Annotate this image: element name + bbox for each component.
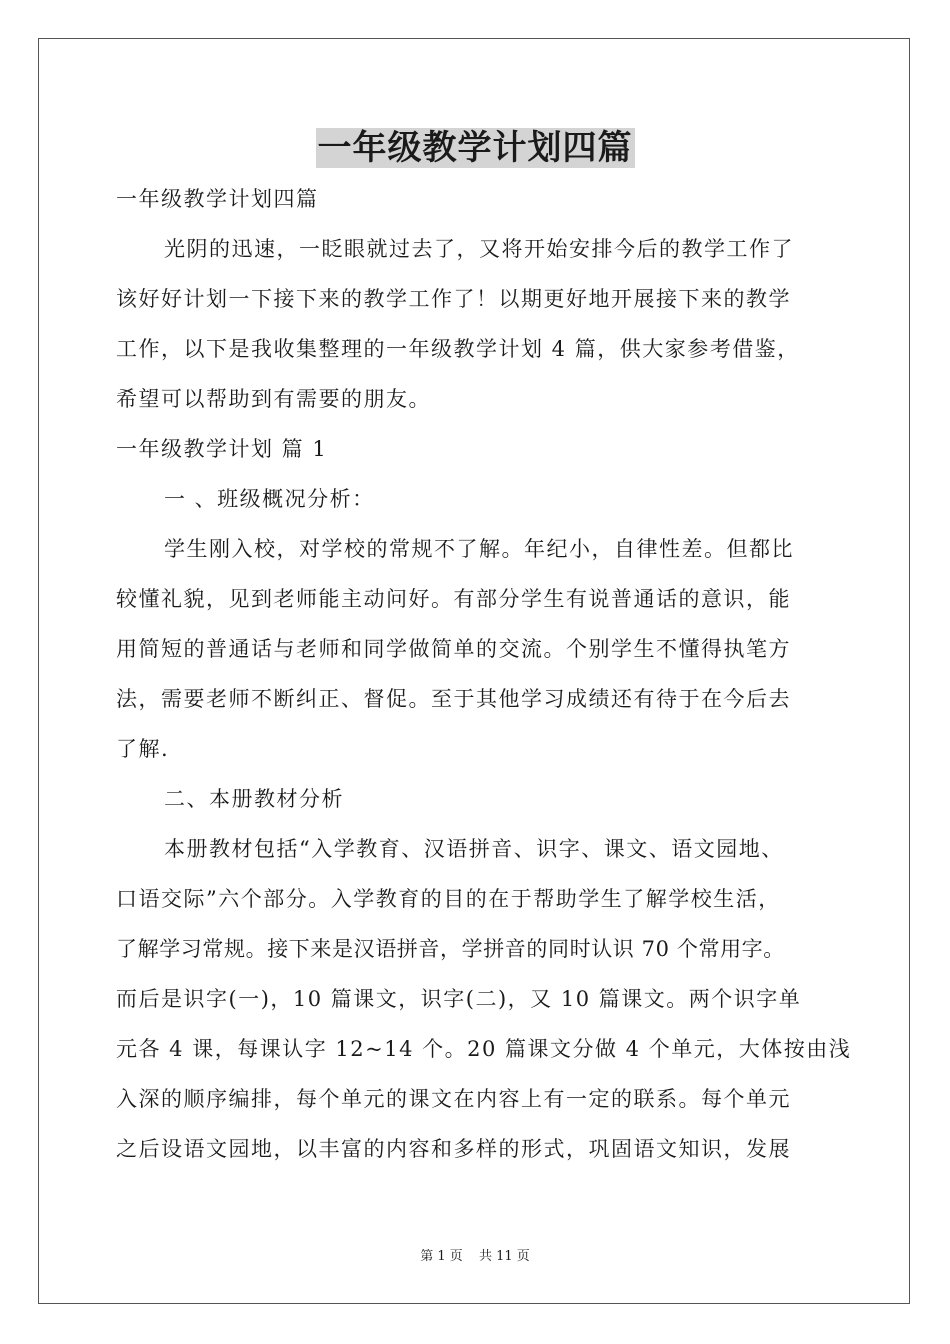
paragraph-line: 了解.	[116, 737, 170, 761]
paragraph-line: 元各 4 课，每课认字 12~14 个。20 篇课文分做 4 个单元，大体按由浅	[116, 1037, 852, 1061]
paragraph-line: 用简短的普通话与老师和同学做简单的交流。个别学生不懂得执笔方	[116, 637, 791, 661]
paragraph-line: 而后是识字(一)，10 篇课文，识字(二)，又 10 篇课文。两个识字单	[116, 987, 802, 1011]
page-border	[38, 38, 910, 1304]
subsection-heading: 二、本册教材分析	[164, 787, 344, 811]
section-heading: 一年级教学计划 篇 1	[116, 437, 328, 461]
paragraph-line: 入深的顺序编排，每个单元的课文在内容上有一定的联系。每个单元	[116, 1087, 791, 1111]
paragraph-line: 较懂礼貌，见到老师能主动问好。有部分学生有说普通话的意识，能	[116, 587, 791, 611]
paragraph-line: 学生刚入校，对学校的常规不了解。年纪小，自律性差。但都比	[164, 537, 794, 561]
subtitle-line: 一年级教学计划四篇	[116, 187, 319, 211]
paragraph-line: 口语交际”六个部分。入学教育的目的在于帮助学生了解学校生活，	[116, 887, 781, 911]
paragraph-line: 之后设语文园地，以丰富的内容和多样的形式，巩固语文知识，发展	[116, 1137, 791, 1161]
paragraph-line: 了解学习常规。接下来是汉语拼音，学拼音的同时认识 70 个常用字。	[116, 937, 785, 961]
page-number: 第 1 页	[420, 1249, 463, 1264]
paragraph-line: 光阴的迅速，一眨眼就过去了，又将开始安排今后的教学工作了	[164, 237, 794, 261]
subsection-heading: 一 、班级概况分析：	[164, 487, 375, 511]
page-footer	[0, 1248, 950, 1266]
document-title-text: 一年级教学计划四篇	[317, 128, 633, 168]
paragraph-line: 该好好计划一下接下来的教学工作了！以期更好地开展接下来的教学	[116, 287, 791, 311]
document-title	[0, 126, 950, 170]
paragraph-line: 本册教材包括“入学教育、汉语拼音、识字、课文、语文园地、	[164, 837, 784, 861]
total-pages: 共 11 页	[478, 1249, 530, 1264]
paragraph-line: 法，需要老师不断纠正、督促。至于其他学习成绩还有待于在今后去	[116, 687, 791, 711]
paragraph-line: 希望可以帮助到有需要的朋友。	[116, 387, 431, 411]
paragraph-line: 工作，以下是我收集整理的一年级教学计划 4 篇，供大家参考借鉴，	[116, 337, 800, 361]
